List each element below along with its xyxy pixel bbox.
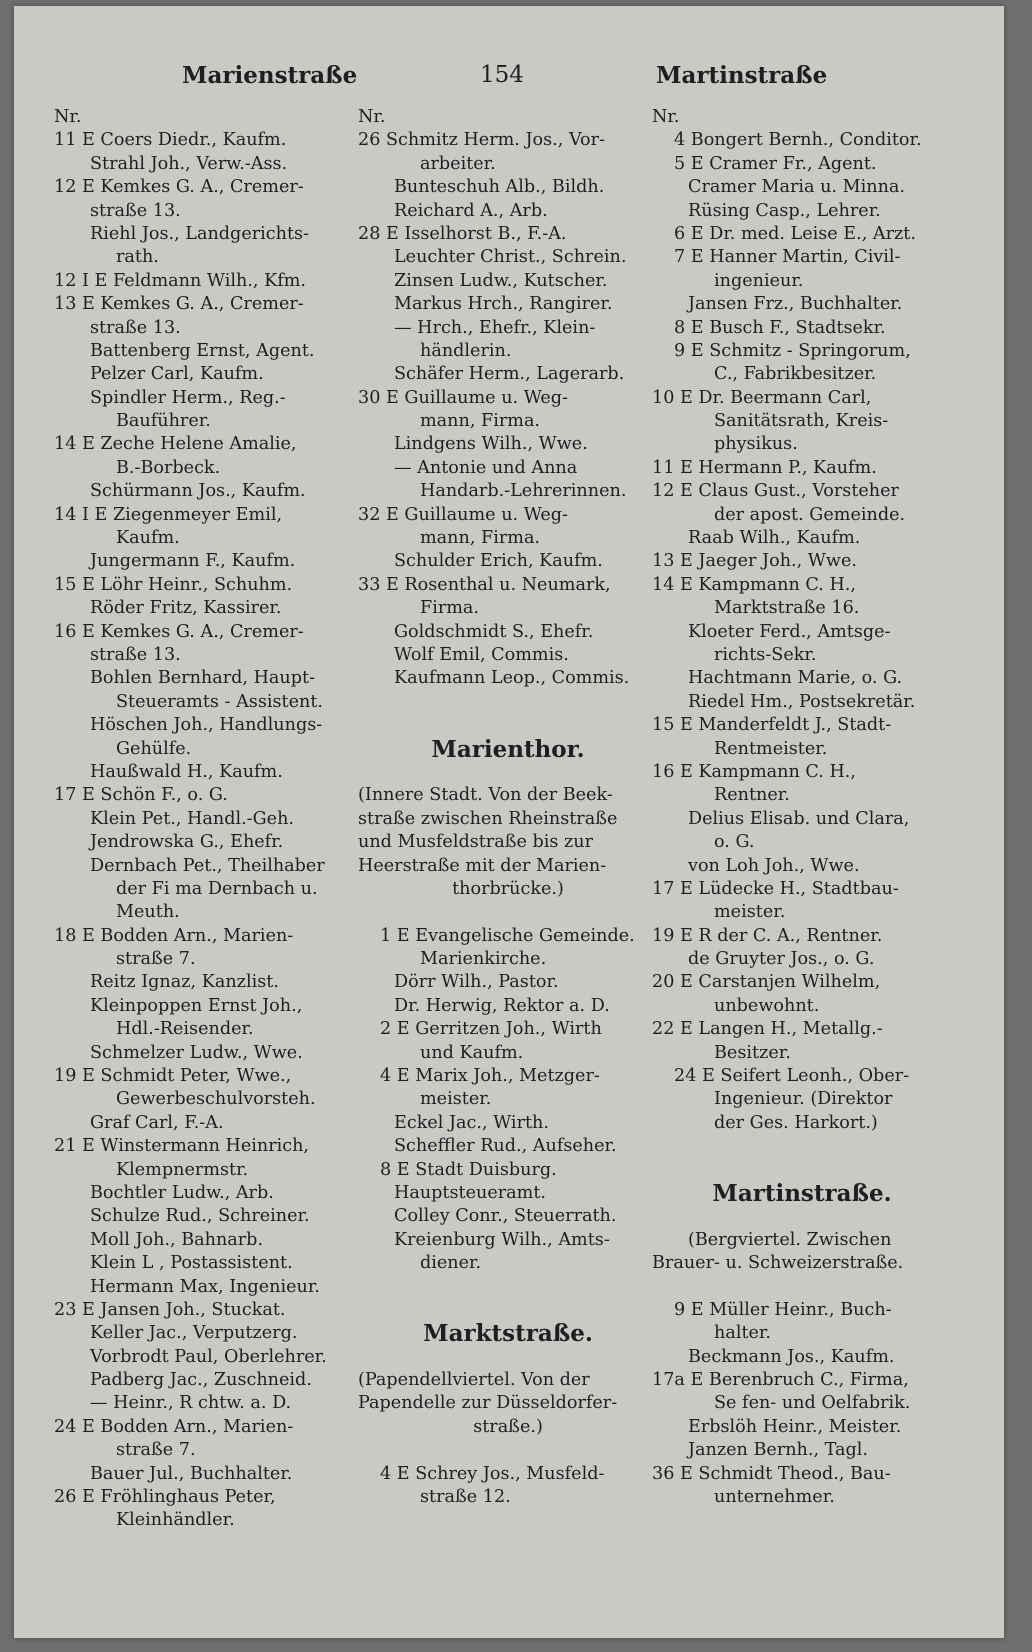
directory-line: Meuth. bbox=[116, 902, 180, 923]
section-heading: Marienthor. bbox=[431, 735, 585, 763]
directory-line: Cramer Maria u. Minna. bbox=[688, 177, 905, 198]
directory-line: Goldschmidt S., Ehefr. bbox=[394, 621, 594, 642]
directory-line: 24 E Bodden Arn., Marien- bbox=[54, 1416, 294, 1437]
directory-line: Kleinpoppen Ernst Joh., bbox=[90, 995, 303, 1016]
directory-line: 9 E Schmitz - Springorum, bbox=[674, 340, 911, 361]
directory-line: Spindler Herm., Reg.- bbox=[90, 387, 286, 408]
directory-line: 17 E Lüdecke H., Stadtbau- bbox=[652, 878, 899, 899]
directory-line: Hdl.-Reisender. bbox=[116, 1019, 254, 1040]
directory-line: Janzen Bernh., Tagl. bbox=[688, 1440, 869, 1461]
directory-line: mann, Firma. bbox=[420, 528, 541, 549]
directory-line: 33 E Rosenthal u. Neumark, bbox=[358, 574, 611, 595]
directory-line: Besitzer. bbox=[714, 1042, 791, 1063]
directory-line: Beckmann Jos., Kaufm. bbox=[688, 1346, 895, 1367]
spacer bbox=[358, 901, 658, 924]
directory-line: 4 E Schrey Jos., Musfeld- bbox=[380, 1463, 605, 1484]
directory-line: Se fen- und Oelfabrik. bbox=[714, 1393, 911, 1414]
directory-line: 20 E Carstanjen Wilhelm, bbox=[652, 972, 881, 993]
directory-line: 12 E Claus Gust., Vorsteher bbox=[652, 481, 899, 502]
directory-line: Schulder Erich, Kaufm. bbox=[394, 551, 603, 572]
directory-line: rath. bbox=[116, 247, 159, 268]
directory-line: 8 E Busch F., Stadtsekr. bbox=[674, 317, 886, 338]
directory-line: der apost. Gemeinde. bbox=[714, 504, 906, 525]
spacer bbox=[652, 1159, 952, 1182]
page-number: 154 bbox=[480, 62, 524, 88]
directory-line: mann, Firma. bbox=[420, 411, 541, 432]
directory-line: Dörr Wilh., Pastor. bbox=[394, 972, 559, 993]
directory-line: Lindgens Wilh., Wwe. bbox=[394, 434, 588, 455]
directory-line: Strahl Joh., Verw.-Ass. bbox=[90, 153, 288, 174]
directory-line: 18 E Bodden Arn., Marien- bbox=[54, 925, 294, 946]
directory-line: 26 Schmitz Herm. Jos., Vor- bbox=[358, 130, 605, 151]
directory-line: Hachtmann Marie, o. G. bbox=[688, 668, 903, 689]
directory-line: Rentmeister. bbox=[714, 738, 828, 759]
directory-line: straße 7. bbox=[116, 1440, 196, 1461]
directory-line: Padberg Jac., Zuschneid. bbox=[90, 1370, 312, 1391]
spacer bbox=[652, 1135, 952, 1158]
column-middle bbox=[358, 106, 658, 1509]
header-left-street: Marienstraße bbox=[182, 62, 358, 89]
directory-line: 13 E Jaeger Joh., Wwe. bbox=[652, 551, 857, 572]
directory-line: und Kaufm. bbox=[420, 1042, 524, 1063]
directory-line: Kloeter Ferd., Amtsge- bbox=[688, 621, 891, 642]
directory-line: straße 13. bbox=[90, 200, 181, 221]
directory-line: und Musfeldstraße bis zur bbox=[358, 832, 593, 853]
section-heading: Martinstraße. bbox=[712, 1179, 892, 1207]
directory-line: straße 13. bbox=[90, 317, 181, 338]
directory-line: Nr. bbox=[358, 107, 386, 127]
directory-line: straße zwischen Rheinstraße bbox=[358, 808, 618, 829]
directory-line: straße.) bbox=[473, 1416, 543, 1437]
directory-line: Klempnermstr. bbox=[116, 1159, 249, 1180]
directory-line: Jungermann F., Kaufm. bbox=[90, 551, 296, 572]
directory-line: 32 E Guillaume u. Weg- bbox=[358, 504, 568, 525]
directory-line: Klein L , Postassistent. bbox=[90, 1253, 293, 1274]
directory-line: Höschen Joh., Handlungs- bbox=[90, 715, 323, 736]
directory-line: Riehl Jos., Landgerichts- bbox=[90, 223, 309, 244]
directory-line: Brauer- u. Schweizerstraße. bbox=[652, 1253, 904, 1274]
directory-line: straße 12. bbox=[420, 1487, 511, 1508]
column-right bbox=[652, 106, 952, 1509]
directory-line: Marktstraße 16. bbox=[714, 598, 860, 619]
directory-line: o. G. bbox=[714, 832, 755, 853]
directory-line: Zinsen Ludw., Kutscher. bbox=[394, 270, 608, 291]
directory-line: Reichard A., Arb. bbox=[394, 200, 548, 221]
directory-line: 16 E Kampmann C. H., bbox=[652, 761, 856, 782]
directory-line: 5 E Cramer Fr., Agent. bbox=[674, 153, 877, 174]
directory-line: von Loh Joh., Wwe. bbox=[688, 855, 860, 876]
directory-line: diener. bbox=[420, 1253, 482, 1274]
directory-line: Keller Jac., Verputzerg. bbox=[90, 1323, 298, 1344]
directory-line: meister. bbox=[714, 902, 786, 923]
directory-line: 14 I E Ziegenmeyer Emil, bbox=[54, 504, 283, 525]
directory-line: Pelzer Carl, Kaufm. bbox=[90, 364, 264, 385]
directory-line: Vorbrodt Paul, Oberlehrer. bbox=[90, 1346, 327, 1367]
directory-line: 21 E Winstermann Heinrich, bbox=[54, 1136, 310, 1157]
spacer bbox=[652, 1205, 952, 1228]
directory-line: Markus Hrch., Rangirer. bbox=[394, 294, 613, 315]
directory-line: Papendelle zur Düsseldorfer- bbox=[358, 1393, 618, 1414]
directory-line: 23 E Jansen Joh., Stuckat. bbox=[54, 1299, 286, 1320]
directory-line: Riedel Hm., Postsekretär. bbox=[688, 691, 916, 712]
directory-line: Hermann Max, Ingenieur. bbox=[90, 1276, 320, 1297]
directory-line: Handarb.-Lehrerinnen. bbox=[420, 481, 627, 502]
directory-line: Colley Conr., Steuerrath. bbox=[394, 1206, 617, 1227]
directory-line: Rüsing Casp., Lehrer. bbox=[688, 200, 881, 221]
directory-line: — Heinr., R chtw. a. D. bbox=[90, 1393, 292, 1414]
directory-line: de Gruyter Jos., o. G. bbox=[688, 949, 875, 970]
directory-line: 13 E Kemkes G. A., Cremer- bbox=[54, 294, 304, 315]
spacer bbox=[358, 714, 658, 737]
directory-line: Heerstraße mit der Marien- bbox=[358, 855, 607, 876]
directory-line: thorbrücke.) bbox=[452, 878, 564, 899]
directory-line: Klein Pet., Handl.-Geh. bbox=[90, 808, 295, 829]
directory-line: 11 E Hermann P., Kaufm. bbox=[652, 457, 877, 478]
directory-line: 7 E Hanner Martin, Civil- bbox=[674, 247, 901, 268]
directory-line: 6 E Dr. med. Leise E., Arzt. bbox=[674, 223, 916, 244]
directory-line: 11 E Coers Diedr., Kaufm. bbox=[54, 130, 287, 151]
directory-line: (Innere Stadt. Von der Beek- bbox=[358, 785, 613, 806]
directory-line: 15 E Manderfeldt J., Stadt- bbox=[652, 715, 892, 736]
directory-line: Sanitätsrath, Kreis- bbox=[714, 411, 889, 432]
directory-line: Firma. bbox=[420, 598, 480, 619]
directory-line: (Papendellviertel. Von der bbox=[358, 1370, 590, 1391]
directory-line: Erbslöh Heinr., Meister. bbox=[688, 1416, 902, 1437]
directory-line: der Ges. Harkort.) bbox=[714, 1112, 878, 1133]
directory-line: Steueramts - Assistent. bbox=[116, 691, 323, 712]
directory-line: Ingenieur. (Direktor bbox=[714, 1089, 893, 1110]
directory-line: halter. bbox=[714, 1323, 771, 1344]
column-left bbox=[54, 106, 354, 1533]
directory-line: Rentner. bbox=[714, 785, 790, 806]
directory-line: Nr. bbox=[652, 107, 680, 127]
directory-line: Schürmann Jos., Kaufm. bbox=[90, 481, 306, 502]
spacer bbox=[358, 1276, 658, 1299]
spacer bbox=[358, 1346, 658, 1369]
directory-line: Dr. Herwig, Rektor a. D. bbox=[394, 995, 610, 1016]
directory-line: 4 E Marix Joh., Metzger- bbox=[380, 1066, 600, 1087]
directory-line: 26 E Fröhlinghaus Peter, bbox=[54, 1487, 276, 1508]
directory-line: Graf Carl, F.-A. bbox=[90, 1112, 224, 1133]
directory-line: ingenieur. bbox=[714, 270, 804, 291]
spacer bbox=[358, 691, 658, 714]
directory-line: Kaufm. bbox=[116, 528, 180, 549]
directory-line: arbeiter. bbox=[420, 153, 496, 174]
directory-line: 12 I E Feldmann Wilh., Kfm. bbox=[54, 270, 306, 291]
directory-line: straße 13. bbox=[90, 644, 181, 665]
directory-line: 28 E Isselhorst B., F.-A. bbox=[358, 223, 567, 244]
directory-line: — Hrch., Ehefr., Klein- bbox=[394, 317, 596, 338]
directory-line: Jendrowska G., Ehefr. bbox=[90, 832, 284, 853]
directory-line: Schmelzer Ludw., Wwe. bbox=[90, 1042, 303, 1063]
directory-line: 10 E Dr. Beermann Carl, bbox=[652, 387, 872, 408]
directory-line: Eckel Jac., Wirth. bbox=[394, 1112, 549, 1133]
directory-line: Kaufmann Leop., Commis. bbox=[394, 668, 630, 689]
directory-line: 12 E Kemkes G. A., Cremer- bbox=[54, 177, 304, 198]
directory-line: C., Fabrikbesitzer. bbox=[714, 364, 877, 385]
directory-line: 24 E Seifert Leonh., Ober- bbox=[674, 1066, 910, 1087]
directory-line: Gewerbeschulvorsteh. bbox=[116, 1089, 316, 1110]
directory-line: 2 E Gerritzen Joh., Wirth bbox=[380, 1019, 602, 1040]
directory-line: Haußwald H., Kaufm. bbox=[90, 761, 283, 782]
directory-line: Kleinhändler. bbox=[116, 1510, 235, 1531]
section-heading: Marktstraße. bbox=[423, 1320, 593, 1348]
directory-line: der Fi ma Dernbach u. bbox=[116, 878, 318, 899]
directory-line: 14 E Zeche Helene Amalie, bbox=[54, 434, 297, 455]
header-right-street: Martinstraße bbox=[656, 62, 828, 89]
directory-line: Moll Joh., Bahnarb. bbox=[90, 1229, 264, 1250]
directory-line: Reitz Ignaz, Kanzlist. bbox=[90, 972, 279, 993]
directory-line: Dernbach Pet., Theilhaber bbox=[90, 855, 325, 876]
directory-line: 17a E Berenbruch C., Firma, bbox=[652, 1370, 909, 1391]
directory-line: B.-Borbeck. bbox=[116, 457, 221, 478]
directory-line: 4 Bongert Bernh., Conditor. bbox=[674, 130, 922, 151]
directory-line: 17 E Schön F., o. G. bbox=[54, 785, 228, 806]
directory-line: händlerin. bbox=[420, 340, 512, 361]
directory-line: 22 E Langen H., Metallg.- bbox=[652, 1019, 883, 1040]
directory-line: unternehmer. bbox=[714, 1487, 835, 1508]
directory-line: 19 E Schmidt Peter, Wwe., bbox=[54, 1066, 292, 1087]
spacer bbox=[358, 1299, 658, 1322]
directory-line: Röder Fritz, Kassirer. bbox=[90, 598, 282, 619]
spacer bbox=[652, 1276, 952, 1299]
directory-line: 9 E Müller Heinr., Buch- bbox=[674, 1299, 892, 1320]
directory-line: 15 E Löhr Heinr., Schuhm. bbox=[54, 574, 293, 595]
directory-line: Kreienburg Wilh., Amts- bbox=[394, 1229, 610, 1250]
directory-line: Bunteschuh Alb., Bildh. bbox=[394, 177, 605, 198]
directory-line: Scheffler Rud., Aufseher. bbox=[394, 1136, 617, 1157]
directory-line: 8 E Stadt Duisburg. bbox=[380, 1159, 557, 1180]
directory-line: Schäfer Herm., Lagerarb. bbox=[394, 364, 625, 385]
directory-line: 1 E Evangelische Gemeinde. bbox=[380, 925, 635, 946]
directory-line: Nr. bbox=[54, 107, 82, 127]
directory-line: meister. bbox=[420, 1089, 492, 1110]
directory-line: Bauer Jul., Buchhalter. bbox=[90, 1463, 293, 1484]
directory-line: Bochtler Ludw., Arb. bbox=[90, 1182, 274, 1203]
spacer bbox=[358, 1439, 658, 1462]
directory-line: 36 E Schmidt Theod., Bau- bbox=[652, 1463, 891, 1484]
directory-line: Schulze Rud., Schreiner. bbox=[90, 1206, 310, 1227]
directory-line: 30 E Guillaume u. Weg- bbox=[358, 387, 568, 408]
directory-line: 16 E Kemkes G. A., Cremer- bbox=[54, 621, 304, 642]
directory-line: Jansen Frz., Buchhalter. bbox=[688, 294, 903, 315]
directory-line: Raab Wilh., Kaufm. bbox=[688, 528, 861, 549]
directory-line: Bauführer. bbox=[116, 411, 211, 432]
directory-line: Delius Elisab. und Clara, bbox=[688, 808, 910, 829]
directory-line: Leuchter Christ., Schrein. bbox=[394, 247, 627, 268]
directory-line: Battenberg Ernst, Agent. bbox=[90, 340, 315, 361]
directory-line: 14 E Kampmann C. H., bbox=[652, 574, 856, 595]
directory-line: Marienkirche. bbox=[420, 949, 547, 970]
directory-line: — Antonie und Anna bbox=[394, 457, 578, 478]
directory-line: physikus. bbox=[714, 434, 798, 455]
directory-line: Hauptsteueramt. bbox=[394, 1182, 546, 1203]
directory-page bbox=[14, 6, 1004, 1638]
directory-line: richts-Sekr. bbox=[714, 644, 817, 665]
directory-line: unbewohnt. bbox=[714, 995, 820, 1016]
directory-line: Wolf Emil, Commis. bbox=[394, 644, 569, 665]
directory-line: (Bergviertel. Zwischen bbox=[688, 1229, 892, 1250]
directory-line: straße 7. bbox=[116, 949, 196, 970]
directory-line: 19 E R der C. A., Rentner. bbox=[652, 925, 883, 946]
spacer bbox=[358, 761, 658, 784]
directory-line: Gehülfe. bbox=[116, 738, 192, 759]
directory-line: Bohlen Bernhard, Haupt- bbox=[90, 668, 316, 689]
